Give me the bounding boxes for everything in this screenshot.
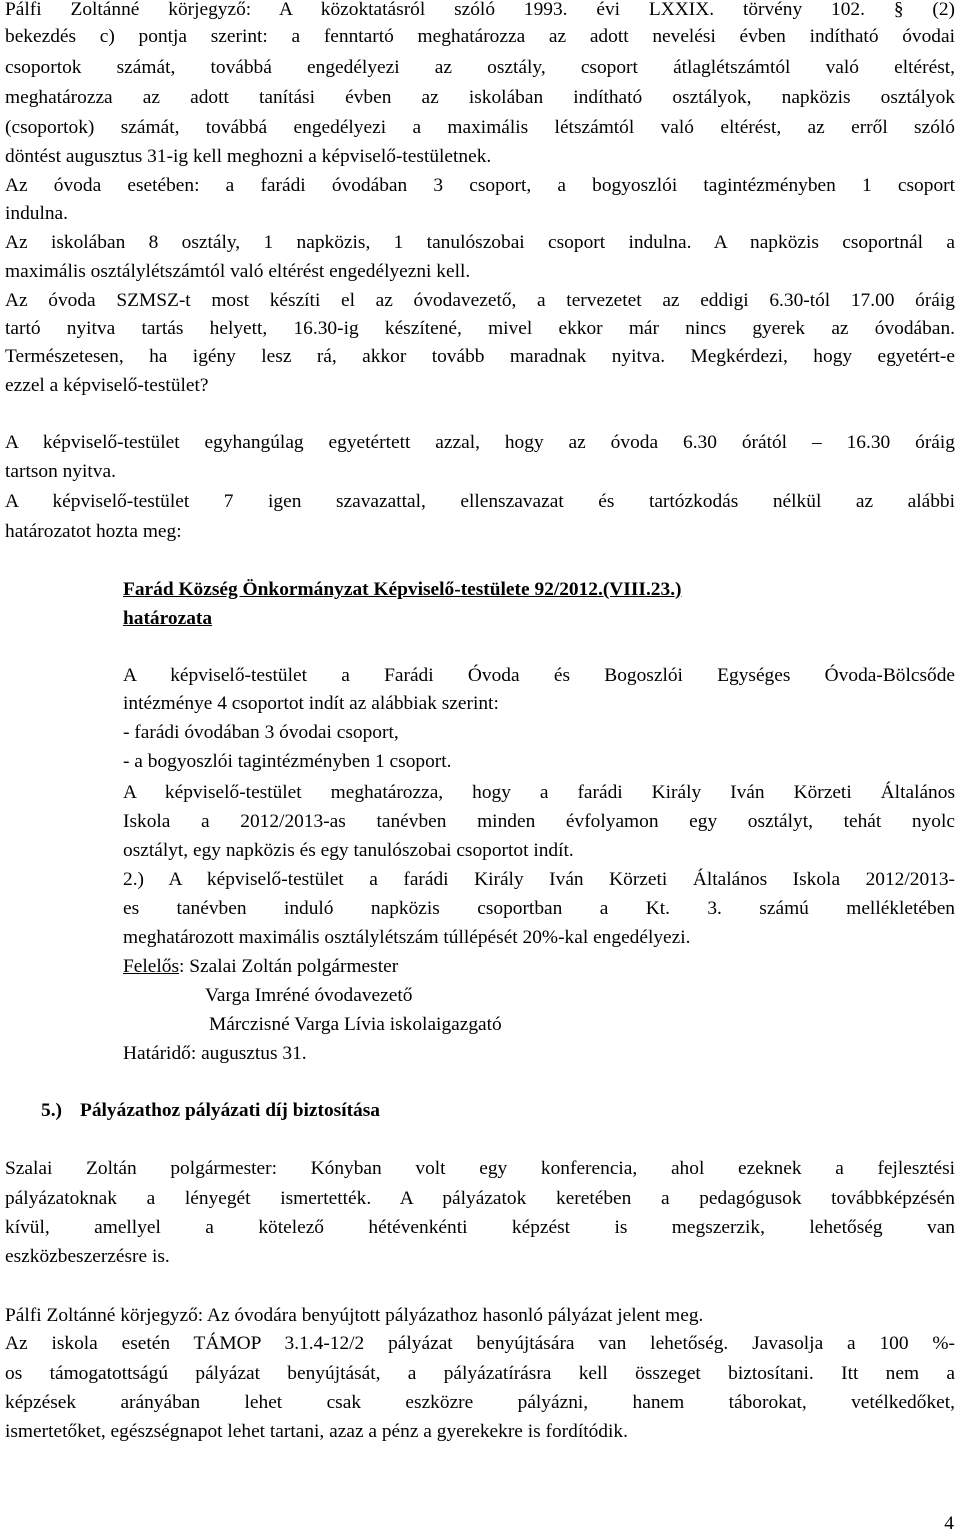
- notary-line-2: Az iskola esetén TÁMOP 3.1.4-12/2 pályázat benyújtására van lehetőség. Javasolja a 100 %-: [5, 1333, 955, 1354]
- notary-line-1: Pálfi Zoltánné körjegyző: Az óvodára benyújtott pályázathoz hasonló pályázat jelent meg.: [5, 1305, 704, 1326]
- responsible-label: Felelős: [123, 956, 180, 977]
- page-number: 4: [944, 1513, 954, 1534]
- section-5-number: 5.): [41, 1100, 63, 1121]
- kindergarten-line-2: indulna.: [5, 203, 69, 224]
- mayor-line-2: pályázatoknak a lényegét ismertették. A pályázatok keretében a pedagógusok továbbképzésén: [5, 1188, 955, 1209]
- resolution-line-10: meghatározott maximális osztálylétszám túllépését 20%-kal engedélyezi.: [123, 927, 691, 948]
- school-line-1: Az iskolában 8 osztály, 1 napközis, 1 tanulószobai csoport indulna. A napközis csoportnál a: [5, 232, 955, 253]
- resolution-line-7: osztályt, egy napközis és egy tanulószobai csoportot indít.: [123, 840, 574, 861]
- responsible-line: [123, 955, 955, 981]
- intro-line-1: Pálfi Zoltánné körjegyző: A közoktatásról szóló 1993. évi LXXIX. törvény 102. § (2): [5, 0, 955, 20]
- kindergarten-line-1: Az óvoda esetében: a farádi óvodában 3 csoport, a bogyoszlói tagintézményben 1 csoport: [5, 175, 955, 196]
- vote-line-1: A képviselő-testület 7 igen szavazattal, ellenszavazat és tartózkodás nélkül az alábbi: [5, 491, 955, 512]
- mayor-line-4: eszközbeszerzésre is.: [5, 1246, 170, 1267]
- agreement-line-2: tartson nyitva.: [5, 461, 116, 482]
- intro-line-2: bekezdés c) pontja szerint: a fenntartó meghatározza az adott nevelési évben indítható óvodai: [5, 26, 955, 47]
- resolution-line-3: - farádi óvodában 3 óvodai csoport,: [123, 722, 399, 743]
- szmsz-line-4: ezzel a képviselő-testület?: [5, 375, 209, 396]
- resolution-line-1: A képviselő-testület a Farádi Óvoda és Bogoszlói Egységes Óvoda-Bölcsőde: [123, 665, 955, 686]
- resolution-line-4: - a bogyoszlói tagintézményben 1 csoport.: [123, 751, 452, 772]
- resolution-line-5: A képviselő-testület meghatározza, hogy a farádi Király Iván Körzeti Általános: [123, 782, 955, 803]
- responsible-school-principal: Márczisné Varga Lívia iskolaigazgató: [209, 1014, 502, 1035]
- notary-line-5: ismertetőket, egészségnapot lehet tartani, azaz a pénz a gyerekekre is fordítódik.: [5, 1421, 628, 1442]
- resolution-title: Farád Község Önkormányzat Képviselő-testülete 92/2012.(VIII.23.): [123, 579, 682, 600]
- vote-line-2: határozatot hozta meg:: [5, 521, 182, 542]
- resolution-subtitle: határozata: [123, 608, 213, 629]
- resolution-line-2: intézménye 4 csoportot indít az alábbiak szerint:: [123, 693, 499, 714]
- notary-line-3: os támogatottságú pályázat benyújtását, a pályázatírásra kell összeget biztosítani. Itt nem a: [5, 1363, 955, 1384]
- section-5-title: Pályázathoz pályázati díj biztosítása: [80, 1100, 380, 1121]
- mayor-line-1: Szalai Zoltán polgármester: Kónyban volt egy konferencia, ahol ezeknek a fejlesztési: [5, 1158, 955, 1179]
- intro-line-5: (csoportok) számát, továbbá engedélyezi a maximális létszámtól való eltérést, az erről szóló: [5, 117, 955, 138]
- notary-line-4: képzések arányában lehet csak eszközre pályázni, hanem táborokat, vetélkedőket,: [5, 1392, 955, 1413]
- intro-line-6: döntést augusztus 31-ig kell meghozni a képviselő-testületnek.: [5, 146, 492, 167]
- responsible-kindergarten-head: Varga Imréné óvodavezető: [205, 985, 413, 1006]
- school-line-2: maximális osztálylétszámtól való eltérést engedélyezni kell.: [5, 261, 471, 282]
- mayor-line-3: kívül, amellyel a kötelező hétévenkénti képzést is megszerzik, lehetőség van: [5, 1217, 955, 1238]
- intro-line-3: csoportok számát, továbbá engedélyezi az osztály, csoport átlaglétszámtól való eltérést,: [5, 57, 955, 78]
- agreement-line-1: A képviselő-testület egyhangúlag egyetértett azzal, hogy az óvoda 6.30 órától – 16.30 óráig: [5, 432, 955, 453]
- resolution-line-9: es tanévben induló napközis csoportban a Kt. 3. számú mellékletében: [123, 898, 955, 919]
- szmsz-line-2: tartó nyitva tartás helyett, 16.30-ig készítené, mivel ekkor már nincs gyerek az óvodában.: [5, 318, 955, 339]
- deadline: Határidő: augusztus 31.: [123, 1043, 307, 1064]
- intro-line-4: meghatározza az adott tanítási évben az iskolában indítható osztályok, napközis osztályok: [5, 87, 955, 108]
- szmsz-line-1: Az óvoda SZMSZ-t most készíti el az óvodavezető, a tervezetet az eddigi 6.30-tól 17.00 óráig: [5, 290, 955, 311]
- szmsz-line-3: Természetesen, ha igény lesz rá, akkor tovább maradnak nyitva. Megkérdezi, hogy egyetért-e: [5, 346, 955, 367]
- resolution-line-8: 2.) A képviselő-testület a farádi Király Iván Körzeti Általános Iskola 2012/2013-: [123, 869, 955, 890]
- resolution-line-6: Iskola a 2012/2013-as tanévben minden évfolyamon egy osztályt, tehát nyolc: [123, 811, 955, 832]
- responsible-mayor: : Szalai Zoltán polgármester: [179, 956, 399, 977]
